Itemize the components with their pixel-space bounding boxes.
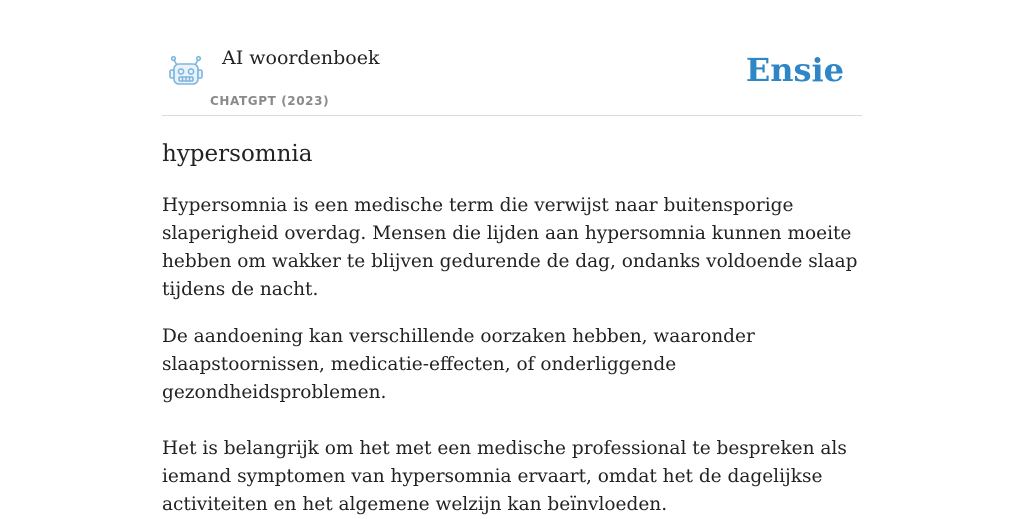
entry-term: hypersomnia bbox=[162, 141, 313, 167]
entry-definition bbox=[162, 192, 862, 519]
robot-icon bbox=[165, 50, 207, 92]
entry-header bbox=[162, 40, 862, 116]
definition-paragraph: De aandoening kan verschillende oorzaken hebben, waaronder slaapstoornissen, medicatie-effecten, of onderliggende gezondheidsproblemen. bbox=[162, 326, 755, 403]
brand-logo[interactable]: Ensie bbox=[745, 51, 844, 89]
source-title[interactable]: AI woordenboek bbox=[222, 47, 380, 69]
source-subtitle: CHATGPT (2023) bbox=[210, 94, 330, 108]
definition-paragraph: Het is belangrijk om het met een medische professional te bespreken als iemand symptomen van hypersomnia ervaart, omdat het de dagelijkse activiteiten en het algemene welzijn kan beïnvloeden. bbox=[162, 438, 847, 515]
definition-paragraph: Hypersomnia is een medische term die verwijst naar buitensporige slaperigheid overdag. Mensen die lijden aan hypersomnia kunnen moeite hebben om wakker te blijven gedurende de dag, ondanks voldoende slaap tijdens de nacht. bbox=[162, 195, 858, 300]
